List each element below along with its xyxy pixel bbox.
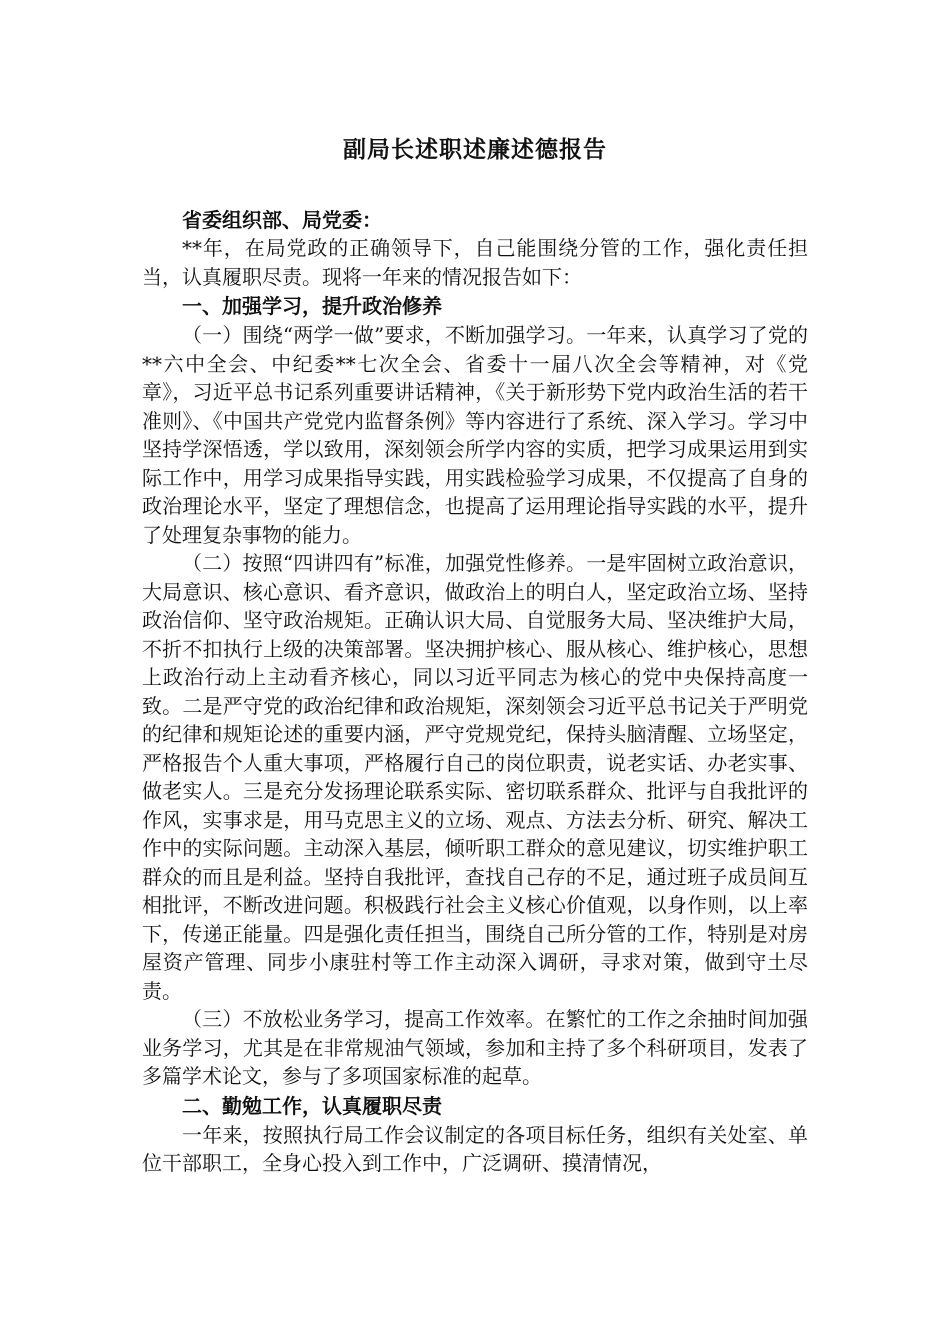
salutation: 省委组织部、局党委： (182, 208, 382, 232)
section-1-heading: 一、加强学习，提升政治修养 (182, 294, 442, 318)
section-1-paragraph-1: （一）围绕“两学一做”要求，不断加强学习。一年来，认真学习了党的**六中全会、中纪委**七次全会、省委十一届八次全会等精神，对《党章》，习近平总书记系列重要讲话精神，《关于新形势下党内政治生活的若干准则》、《中国共产党党内监督条例》等内容进行了系统、深入学习。学习中坚持学深悟透，学以致用，深刻领会所学内容的实质，把学习成果运用到实际工作中，用学习成果指导实践，用实践检验学习成果，不仅提高了自身的政治理论水平，坚定了理想信念，也提高了运用理论指导实践的水平，提升了处理复杂事物的能力。 (142, 323, 808, 547)
document-page (142, 118, 808, 1178)
section-1-paragraph-2: （二）按照“四讲四有”标准，加强党性修养。一是牢固树立政治意识，大局意识、核心意识、看齐意识，做政治上的明白人，坚定政治立场、坚持政治信仰、坚守政治规矩。正确认识大局、自觉服务大局、坚决维护大局，不折不扣执行上级的决策部署。坚决拥护核心、服从核心、维护核心，思想上政治行动上主动看齐核心，同以习近平同志为核心的党中央保持高度一致。二是严守党的政治纪律和政治规矩，深刻领会习近平总书记关于严明党的纪律和规矩论述的重要内涵，严守党规党纪，保持头脑清醒、立场坚定，严格报告个人重大事项，严格履行自己的岗位职责，说老实话、办老实事、做老实人。三是充分发扬理论联系实际、密切联系群众、批评与自我批评的作风，实事求是，用马克思主义的立场、观点、方法去分析、研究、解决工作中的实际问题。主动深入基层，倾听职工群众的意见建议，切实维护职工群众的而且是利益。坚持自我批评，查找自己存的不足，通过班子成员间互相批评，不断改进问题。积极践行社会主义核心价值观，以身作则，以上率下，传递正能量。四是强化责任担当，围绕自己所分管的工作，特别是对房屋资产管理、同步小康驻村等工作主动深入调研，寻求对策，做到守土尽责。 (142, 551, 808, 1003)
intro-paragraph: **年，在局党政的正确领导下，自己能围绕分管的工作，强化责任担当，认真履职尽责。现将一年来的情况报告如下： (142, 236, 808, 289)
section-2-paragraph-1: 一年来，按照执行局工作会议制定的各项目标任务，组织有关处室、单位干部职工，全身心投入到工作中，广泛调研、摸清情况， (142, 1122, 808, 1175)
section-1-paragraph-3: （三）不放松业务学习，提高工作效率。在繁忙的工作之余抽时间加强业务学习，尤其是在非常规油气领域，参加和主持了多个科研项目，发表了多篇学术论文，参与了多项国家标准的起草。 (142, 1007, 808, 1088)
document-title: 副局长述职述廉述德报告 (343, 136, 607, 163)
section-2-heading: 二、勤勉工作，认真履职尽责 (182, 1093, 442, 1118)
